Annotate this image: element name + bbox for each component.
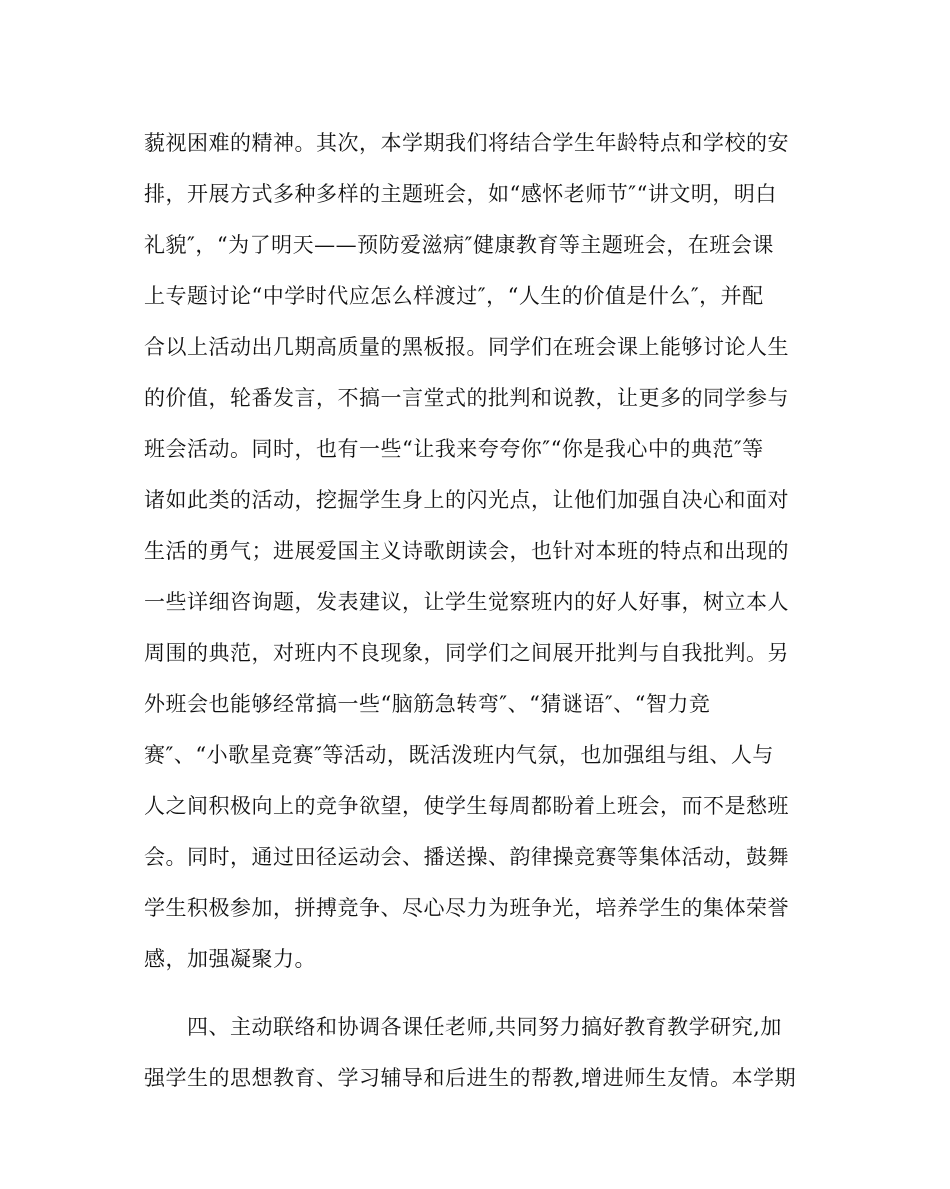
text-line: 礼貌″，“为了明天——预防爱滋病″健康教育等主题班会，在班会课 [144, 233, 774, 257]
text-line: 诸如此类的活动，挖掘学生身上的闪光点，让他们加强自决心和面对 [144, 488, 789, 512]
text-line: 人之间积极向上的竞争欲望，使学生每周都盼着上班会，而不是愁班 [144, 794, 789, 818]
text-line: 生活的勇气；进展爱国主义诗歌朗读会，也针对本班的特点和出现的 [144, 539, 789, 563]
text-line: 强学生的思想教育、学习辅导和后进生的帮教,增进师生友情。本学期 [144, 1066, 797, 1090]
text-line: 合以上活动出几期高质量的黑板报。同学们在班会课上能够讨论人生 [144, 335, 789, 359]
text-line: 藐视困难的精神。其次，本学期我们将结合学生年龄特点和学校的安 [144, 131, 789, 155]
text-line: 排，开展方式多种多样的主题班会，如“感怀老师节″“讲文明，明白 [144, 182, 777, 206]
text-line: 的价值，轮番发言，不搞一言堂式的批判和说教，让更多的同学参与 [144, 386, 789, 410]
text-line: 会。同时，通过田径运动会、播送操、韵律操竞赛等集体活动，鼓舞 [144, 845, 789, 869]
text-line: 外班会也能够经常搞一些“脑筋急转弯″、“猜谜语″、“智力竞 [144, 692, 711, 716]
text-line: 赛″、“小歌星竞赛″等活动，既活泼班内气氛，也加强组与组、人与 [144, 743, 774, 767]
text-line: 班会活动。同时，也有一些“让我来夸夸你″“你是我心中的典范″等 [144, 437, 764, 461]
text-line: 周围的典范，对班内不良现象，同学们之间展开批判与自我批判。另 [144, 641, 789, 665]
text-line: 学生积极参加，拼搏竞争、尽心尽力为班争光，培养学生的集体荣誉 [144, 896, 789, 920]
text-line: 感，加强凝聚力。 [144, 947, 316, 971]
text-line: 一些详细咨询题，发表建议，让学生觉察班内的好人好事，树立本人 [144, 590, 789, 614]
text-line: 四、主动联络和协调各课任老师,共同努力搞好教育教学研究,加 [144, 1015, 782, 1039]
text-line: 上专题讨论“中学时代应怎么样渡过″，“人生的价值是什么″，并配 [144, 284, 764, 308]
